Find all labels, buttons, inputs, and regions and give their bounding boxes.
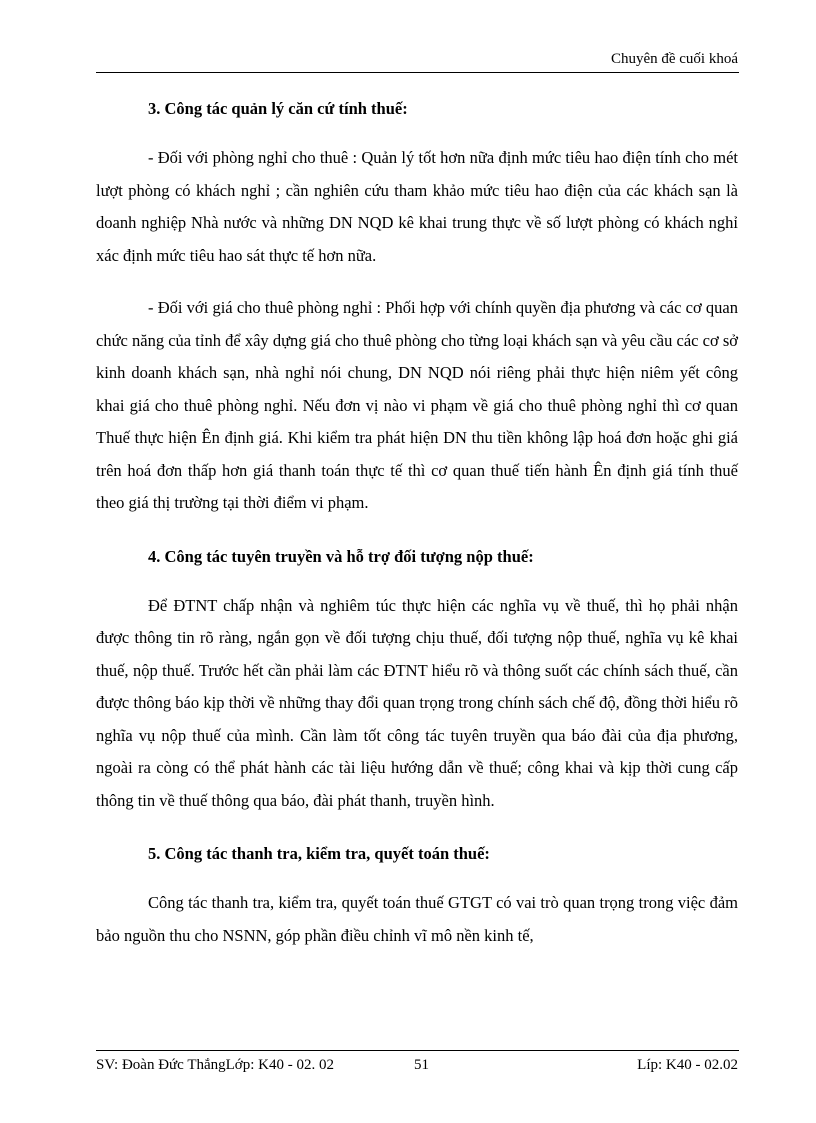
section-3-heading: 3. Công tác quản lý căn cứ tính thuế: <box>148 99 408 118</box>
section-4-paragraph-1: Để ĐTNT chấp nhận và nghiêm túc thực hiện các nghĩa vụ về thuế, thì họ phải nhận được thông tin rõ ràng, ngắn gọn về đối tượng chịu thuế, đối tượng nộp thuế, nghĩa vụ kê khai thuế, nộp thuế. Trước hết cần phải làm các ĐTNT hiểu rõ và thông suốt các chính sách thuế, cần được thông báo kịp thời về những thay đổi quan trọng trong chính sách chế độ, đồng thời hiểu rõ nghĩa vụ nộp thuế của mình. Cần làm tốt công tác tuyên truyền qua báo đài của địa phương, ngoài ra còng có thể phát hành các tài liệu hướng dẫn về thuế; công khai và kịp thời cung cấp thông tin về thuế thông qua báo, đài phát thanh, truyền hình. <box>96 595 738 810</box>
document-body <box>96 92 738 952</box>
section-3-paragraph-2: - Đối với giá cho thuê phòng nghỉ : Phối hợp với chính quyền địa phương và các cơ quan chức năng của tỉnh để xây dựng giá cho thuê phòng cho từng loại khách sạn và yêu cầu các cơ sở kinh doanh khách sạn, nhà nghỉ nói chung, DN NQD nói riêng phải thực hiện niêm yết công khai giá cho thuê phòng nghỉ. Nếu đơn vị nào vi phạm về giá cho thuê phòng nghỉ thì cơ quan Thuế thực hiện Ên định giá. Khi kiểm tra phát hiện DN thu tiền không lập hoá đơn hoặc ghi giá trên hoá đơn thấp hơn giá thanh toán thực tế thì cơ quan thuế tiến hành Ên định giá tính thuế theo giá thị trường tại thời điểm vi phạm. <box>96 298 738 512</box>
header-divider <box>96 72 739 73</box>
footer-divider <box>96 1050 739 1051</box>
section-3-paragraph-1: - Đối với phòng nghỉ cho thuê : Quản lý tốt hơn nữa định mức tiêu hao điện tính cho mét lượt phòng có khách nghỉ ; cần nghiên cứu tham khảo mức tiêu hao điện của các khách sạn là doanh nghiệp Nhà nước và những DN NQD kê khai trung thực về số lượt phòng có khách nghỉ xác định mức tiêu hao sát thực tế hơn nữa. <box>96 148 738 265</box>
footer-student-info: SV: Đoàn Đức ThắngLớp: K40 - 02. 02 <box>96 1057 334 1073</box>
page-number: 51 <box>414 1057 429 1073</box>
section-4-heading: 4. Công tác tuyên truyền và hỗ trợ đối tượng nộp thuế: <box>148 546 534 566</box>
footer-class-info: Líp: K40 - 02.02 <box>637 1057 738 1073</box>
section-5-paragraph-1: Công tác thanh tra, kiểm tra, quyết toán thuế GTGT có vai trò quan trọng trong việc đảm bảo nguồn thu cho NSNN, góp phần điều chỉnh vĩ mô nền kinh tế, <box>96 893 738 945</box>
section-5-heading: 5. Công tác thanh tra, kiểm tra, quyết toán thuế: <box>148 844 490 863</box>
header-title: Chuyên đề cuối khoá <box>610 51 738 67</box>
